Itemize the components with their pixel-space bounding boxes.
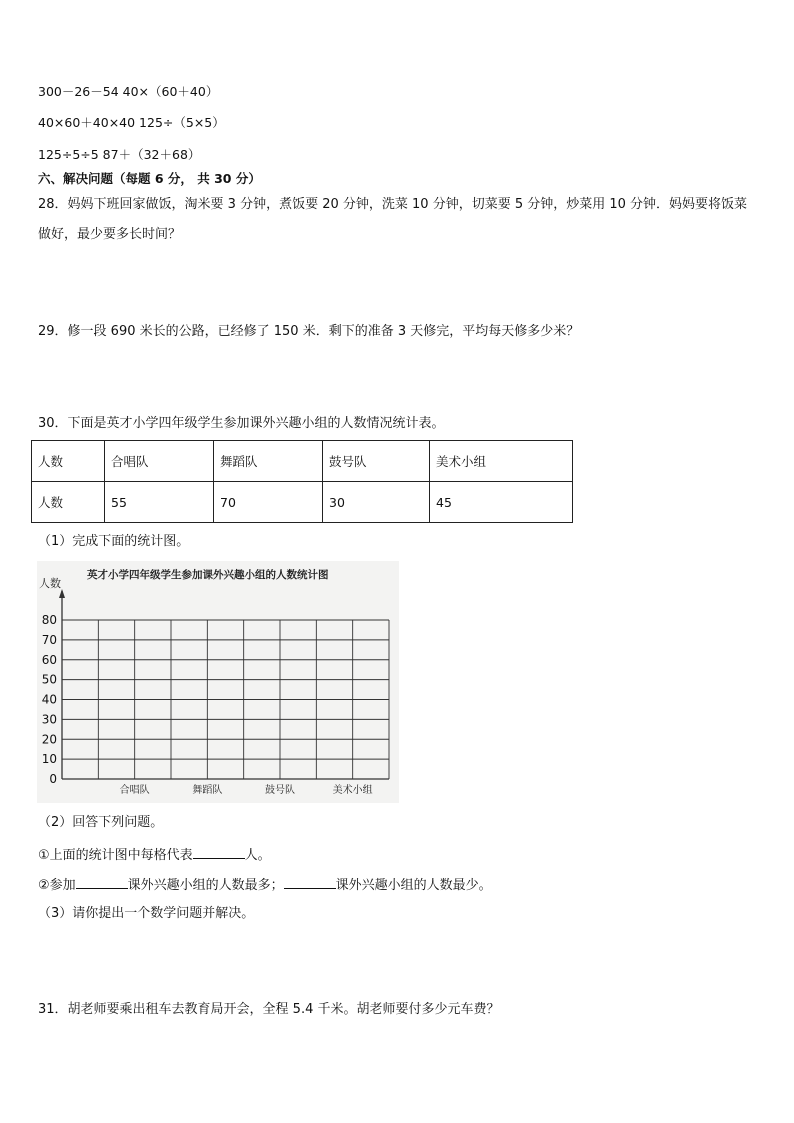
calc-line-3: 125÷5÷5 87＋（32＋68） (38, 147, 201, 162)
answer-blank-2[interactable] (76, 876, 128, 889)
table-cell: 鼓号队 (323, 441, 430, 482)
table-cell: 合唱队 (105, 441, 214, 482)
q2-1-suffix: 人。 (244, 848, 271, 863)
section-heading: 六、解决问题（每题 6 分， 共 30 分） (38, 171, 261, 186)
y-tick-label: 20 (41, 732, 57, 747)
answer-blank-3[interactable] (284, 876, 336, 889)
table-cell: 30 (323, 482, 430, 523)
question-29: 29．修一段 690 米长的公路，已经修了 150 米．剩下的准备 3 天修完，平均每天修多少米？ (38, 324, 580, 339)
part-3-label: （3）请你提出一个数学问题并解决。 (38, 906, 255, 921)
x-tick-label: 合唱队 (119, 785, 150, 796)
x-tick-label: 舞蹈队 (192, 785, 223, 796)
part-2-label: （2）回答下列问题。 (38, 815, 164, 830)
y-tick-label: 30 (41, 712, 57, 727)
table-cell: 人数 (32, 441, 105, 482)
chart-xticks (120, 783, 373, 796)
y-tick-label: 40 (41, 692, 57, 707)
question-28: 28．妈妈下班回家做饭，淘米要 3 分钟，煮饭要 20 分钟，洗菜 10 分钟，切菜要 5 分钟，炒菜用 10 分钟．妈妈要将饭菜做好，最少要多长时间？ (38, 197, 748, 242)
q2-2-prefix: ②参加 (38, 878, 76, 893)
y-tick-label: 50 (41, 672, 57, 687)
table-cell: 美术小组 (430, 441, 573, 482)
chart-svg (37, 561, 399, 803)
bar-chart (37, 561, 399, 803)
stats-table (31, 440, 573, 523)
table-cell: 45 (430, 482, 573, 523)
table-row (32, 482, 573, 523)
y-axis-arrow (59, 589, 65, 598)
x-tick-label: 美术小组 (332, 785, 373, 796)
chart-title: 英才小学四年级学生参加课外兴趣小组的人数统计图 (87, 569, 329, 581)
table-cell: 舞蹈队 (214, 441, 323, 482)
table-row (32, 441, 573, 482)
x-tick-label: 鼓号队 (265, 785, 295, 796)
calc-line-2: 40×60＋40×40 125÷（5×5） (38, 115, 225, 130)
y-tick-label: 70 (41, 632, 57, 647)
question-30-intro: 30．下面是英才小学四年级学生参加课外兴趣小组的人数情况统计表。 (38, 416, 445, 431)
y-tick-label: 10 (41, 752, 57, 767)
table-cell: 55 (105, 482, 214, 523)
calc-line-1: 300－26－54 40×（60＋40） (38, 84, 219, 99)
q2-2-suffix: 课外兴趣小组的人数最少。 (335, 878, 492, 893)
q2-2-middle: 课外兴趣小组的人数最多； (127, 878, 284, 893)
question-2-1 (38, 846, 271, 864)
chart-ylabel: 人数 (39, 577, 61, 590)
table-cell: 人数 (32, 482, 105, 523)
chart-grid (59, 589, 389, 779)
question-2-2 (38, 876, 492, 894)
q2-1-prefix: ①上面的统计图中每格代表 (38, 848, 193, 863)
y-tick-label: 80 (41, 613, 57, 627)
answer-blank-1[interactable] (193, 846, 245, 859)
part-1-label: （1）完成下面的统计图。 (38, 534, 190, 549)
table-cell: 70 (214, 482, 323, 523)
y-tick-label: 60 (41, 652, 57, 667)
y-tick-label: 0 (49, 772, 57, 786)
question-31: 31．胡老师要乘出租车去教育局开会，全程 5.4 千米。胡老师要付多少元车费？ (38, 1002, 500, 1017)
chart-yticks (42, 613, 57, 786)
